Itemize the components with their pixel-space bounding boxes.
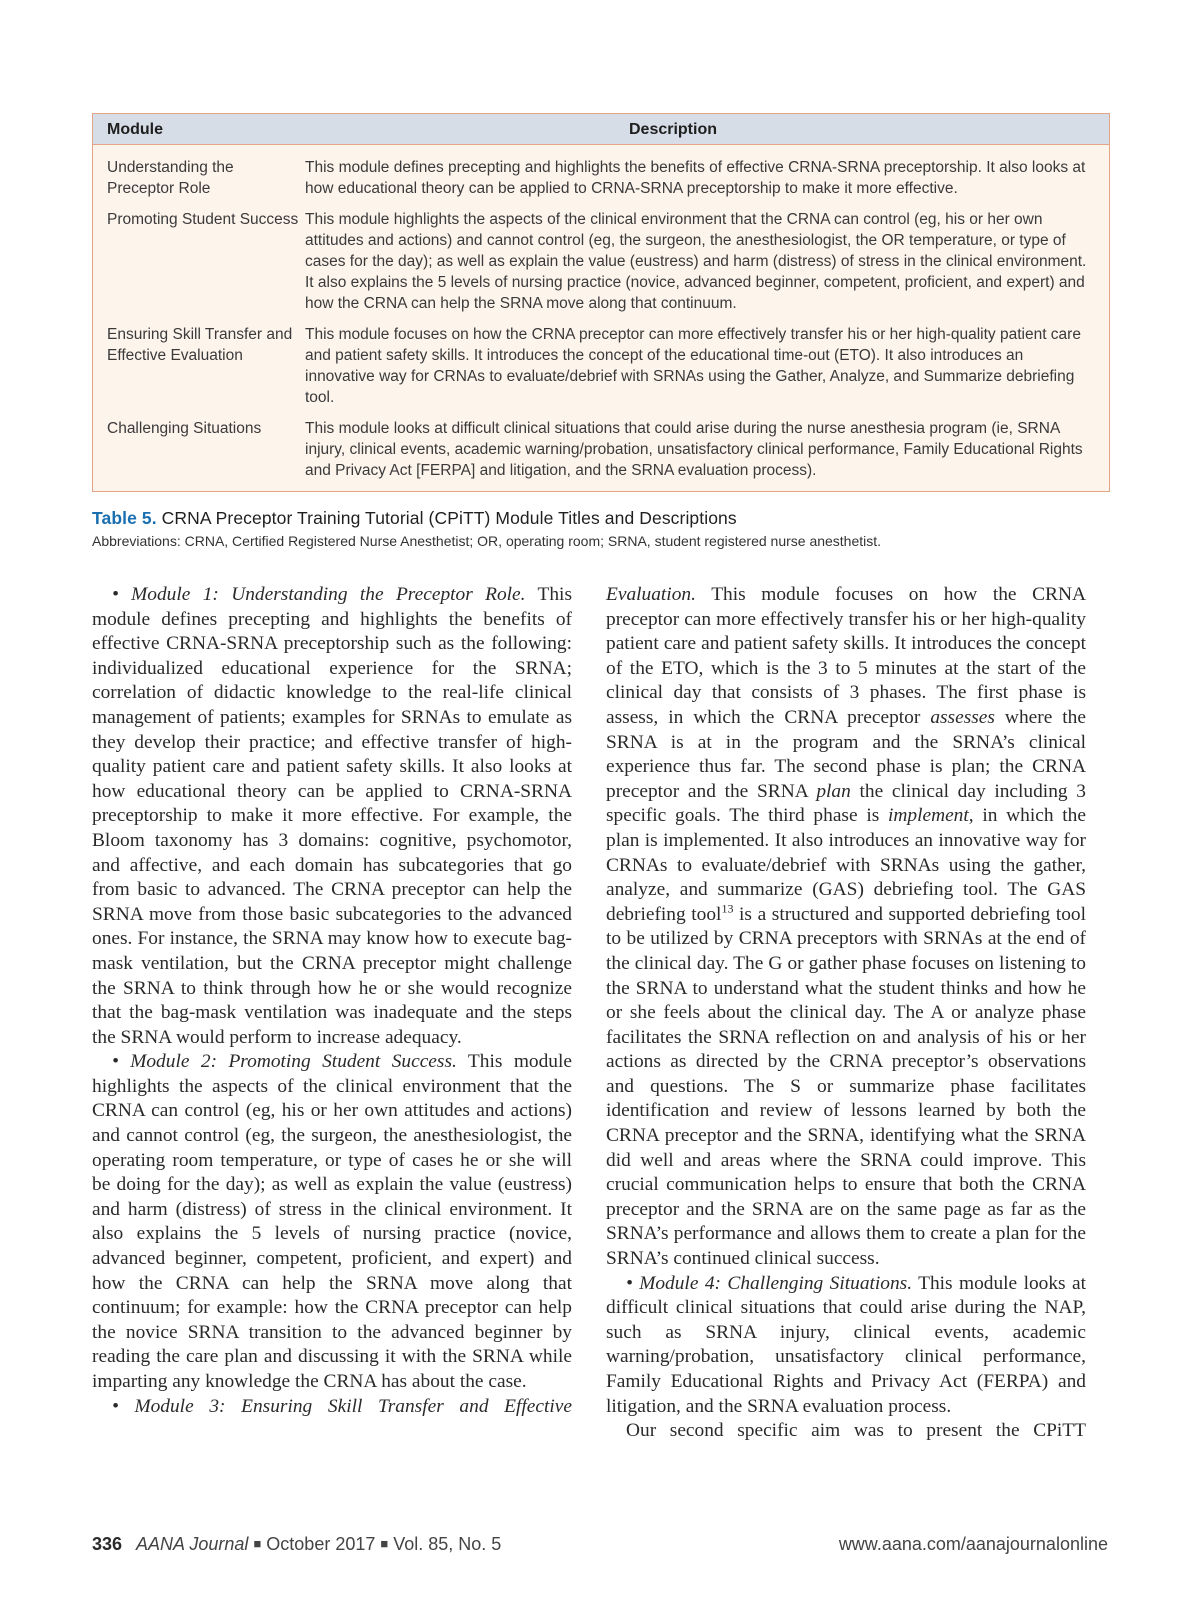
table-cell-description: This module looks at difficult clinical situations that could arise during the nurse anesthesia program (ie, SRNA injury, clinical events, academic warning/probation, unsatisfactory clinical performance, Family Educational Rights and Privacy Act [FERPA] and litigation, and the SRNA evaluation process). bbox=[305, 420, 1083, 479]
module-4-text: This module looks at difficult clinical situations that could arise during the NAP, such as SRNA injury, clinical events, academic warning/probation, unsatisfactory clinical performance, Family Educational Rights and Privacy Act (FERPA) and litigation, and the SRNA evaluation process. bbox=[606, 1272, 1086, 1417]
table-body bbox=[93, 145, 1109, 491]
paragraph-module-4 bbox=[606, 1272, 1086, 1420]
second-aim-text: Our second specific aim was to present the CPiTT bbox=[626, 1420, 1086, 1442]
page-footer bbox=[92, 1534, 1108, 1560]
caption-title: CRNA Preceptor Training Tutorial (CPiTT) Module Titles and Descriptions bbox=[161, 508, 737, 528]
issue-date: October 2017 bbox=[266, 1534, 376, 1554]
table-row bbox=[93, 151, 1109, 205]
journal-url[interactable]: www.aana.com/aanajournalonline bbox=[838, 1534, 1108, 1554]
reference-13[interactable]: 13 bbox=[721, 901, 734, 916]
module-3-heading-a: • Module 3: Ensuring Skill Transfer and Effective bbox=[112, 1395, 572, 1417]
table-row bbox=[93, 205, 1109, 320]
paragraph-module-1 bbox=[92, 583, 572, 1050]
table-cell-module: Promoting Student Success bbox=[107, 211, 299, 228]
paragraph-second-aim bbox=[606, 1419, 1086, 1444]
table-row bbox=[93, 414, 1109, 487]
table-caption bbox=[92, 508, 1112, 549]
module-3-text-b: where the SRNA is at in the program and the SRNA’s clinical experience thus far. The second phase is plan; the CRNA preceptor and the SRNA bbox=[606, 706, 1086, 802]
module-1-text: This module defines precepting and highlights the benefits of effective CRNA-SRNA preceptorship such as the following: individualized educational experience for the SRNA; correlation of didactic knowledge to the real-life clinical management of patients; examples for SRNAs to emulate as they develop their practice; and effective transfer of high-quality patient care and patient safety skills. It also looks at how educational theory can be applied to CRNA-SRNA preceptorship to make it more effective. For example, the Bloom taxonomy has 3 domains: cognitive, psychomotor, and affective, and each domain has subcategories that go from basic to advanced. The CRNA preceptor can help the SRNA move from those basic subcategories to the advanced ones. For instance, the SRNA may know how to execute bag-mask ventilation, but the CRNA preceptor might challenge the SRNA to think through how he or she would recognize that the bag-mask ventilation was inadequate and the steps the SRNA would perform to increase adequacy. bbox=[92, 584, 572, 1048]
caption-title-line bbox=[92, 508, 1112, 529]
table-row bbox=[93, 320, 1109, 414]
table-cell-description: This module highlights the aspects of the clinical environment that the CRNA can control (eg, his or her own attitudes and actions) and cannot control (eg, the surgeon, the anesthesiologist, the OR temperature, or type of cases for the day); as well as explain the value (eustress) and harm (distress) of stress in the clinical environment. It also explains the 5 levels of nursing practice (novice, advanced beginner, competent, proficient, and expert) and how the CRNA can help the SRNA move along that continuum. bbox=[305, 211, 1087, 312]
table-cell-module: Ensuring Skill Transfer and Effective Evaluation bbox=[107, 326, 293, 364]
paragraph-module-3-start bbox=[92, 1395, 572, 1420]
table-cell-description: This module focuses on how the CRNA preceptor can more effectively transfer his or her high-quality patient care and patient safety skills. It introduces the concept of the educational time-out (ETO). It also introduces an innovative way for CRNAs to evaluate/debrief with SRNAs using the Gather, Analyze, and Summarize debriefing tool. bbox=[305, 326, 1081, 406]
module-table bbox=[92, 113, 1110, 492]
body-column-left bbox=[92, 583, 572, 1419]
emphasis-assesses: assesses bbox=[930, 706, 995, 728]
footer-left bbox=[92, 1534, 501, 1555]
page-number: 336 bbox=[92, 1534, 123, 1554]
emphasis-implement: implement bbox=[887, 805, 969, 827]
module-2-text: This module highlights the aspects of the clinical environment that the CRNA can control (eg, his or her own attitudes and actions) and cannot control (eg, the surgeon, the anesthesiologist, the operating room temperature, or type of cases he or she will be doing for the day); as well as explain the value (eustress) and harm (distress) of stress in the clinical environment. It also explains the 5 levels of nursing practice (novice, advanced beginner, competent, proficient, and expert) and how the CRNA can help the SRNA move along that continuum; for example: how the CRNA preceptor can help the novice SRNA transition to the advanced beginner by reading the care plan and discussing it with the SRNA while imparting any knowledge the CRNA has about the case. bbox=[92, 1051, 572, 1392]
separator-icon: ■ bbox=[253, 1536, 262, 1551]
module-3-text-d: , in which the plan is implemented. It also introduces an innovative way for CRNAs to evaluate/debrief with SRNAs using the gather, analyze, and summarize (GAS) debriefing tool. The GAS debriefing tool bbox=[606, 805, 1086, 925]
caption-abbreviations: Abbreviations: CRNA, Certified Registered Nurse Anesthetist; OR, operating room; SRNA, student registered nurse anesthetist. bbox=[92, 533, 882, 549]
body-column-right bbox=[606, 583, 1086, 1444]
module-3-text-a: This module focuses on how the CRNA preceptor can more effectively transfer his or her high-quality patient care and patient safety skills. It introduces the concept of the ETO, which is the 3 to 5 minutes at the start of the clinical day that consists of 3 phases. The first phase is assess, in which the CRNA preceptor bbox=[606, 584, 1086, 728]
table-cell-module: Challenging Situations bbox=[107, 420, 262, 437]
caption-label: Table 5. bbox=[92, 508, 157, 528]
module-3-text-c: the clinical day including 3 specific goals. The third phase is bbox=[606, 780, 1086, 827]
module-1-heading: • Module 1: Understanding the Preceptor Role. bbox=[112, 584, 526, 605]
journal-name: AANA Journal bbox=[136, 1534, 249, 1554]
table-header-module: Module bbox=[107, 120, 163, 138]
table-header-row bbox=[93, 114, 1109, 145]
separator-icon: ■ bbox=[380, 1536, 389, 1551]
emphasis-plan: plan bbox=[816, 780, 851, 802]
module-3-text-e: is a structured and supported debriefing tool to be utilized by CRNA preceptors with SRNAs at the end of the clinical day. The G or gather phase focuses on listening to the SRNA to understand what the student thinks and how he or she feels about the clinical day. The A or analyze phase facilitates the SRNA reflection on and analysis of his or her actions as directed by the CRNA preceptor’s observations and questions. The S or summarize phase facilitates identification and review of lessons learned by both the CRNA preceptor and the SRNA, identifying what the SRNA did well and areas where the SRNA could improve. This crucial communication helps to ensure that both the CRNA preceptor and the SRNA are on the same page as far as the SRNA’s performance and allows them to create a plan for the SRNA’s continued clinical success. bbox=[606, 903, 1087, 1270]
paragraph-module-3-cont bbox=[606, 583, 1086, 1272]
paragraph-module-2 bbox=[92, 1050, 572, 1394]
table-header-description: Description bbox=[628, 120, 717, 138]
table-cell-description: This module defines precepting and highlights the benefits of effective CRNA-SRNA preceptorship. It also looks at how educational theory can be applied to CRNA-SRNA preceptorship to make it more effective. bbox=[305, 159, 1086, 197]
module-3-heading-b: Evaluation. bbox=[606, 584, 696, 605]
volume-info: Vol. 85, No. 5 bbox=[393, 1534, 502, 1554]
module-4-heading: • Module 4: Challenging Situations. bbox=[626, 1272, 913, 1294]
module-2-heading: • Module 2: Promoting Student Success. bbox=[112, 1051, 457, 1073]
table-cell-module: Understanding the Preceptor Role bbox=[107, 159, 234, 197]
